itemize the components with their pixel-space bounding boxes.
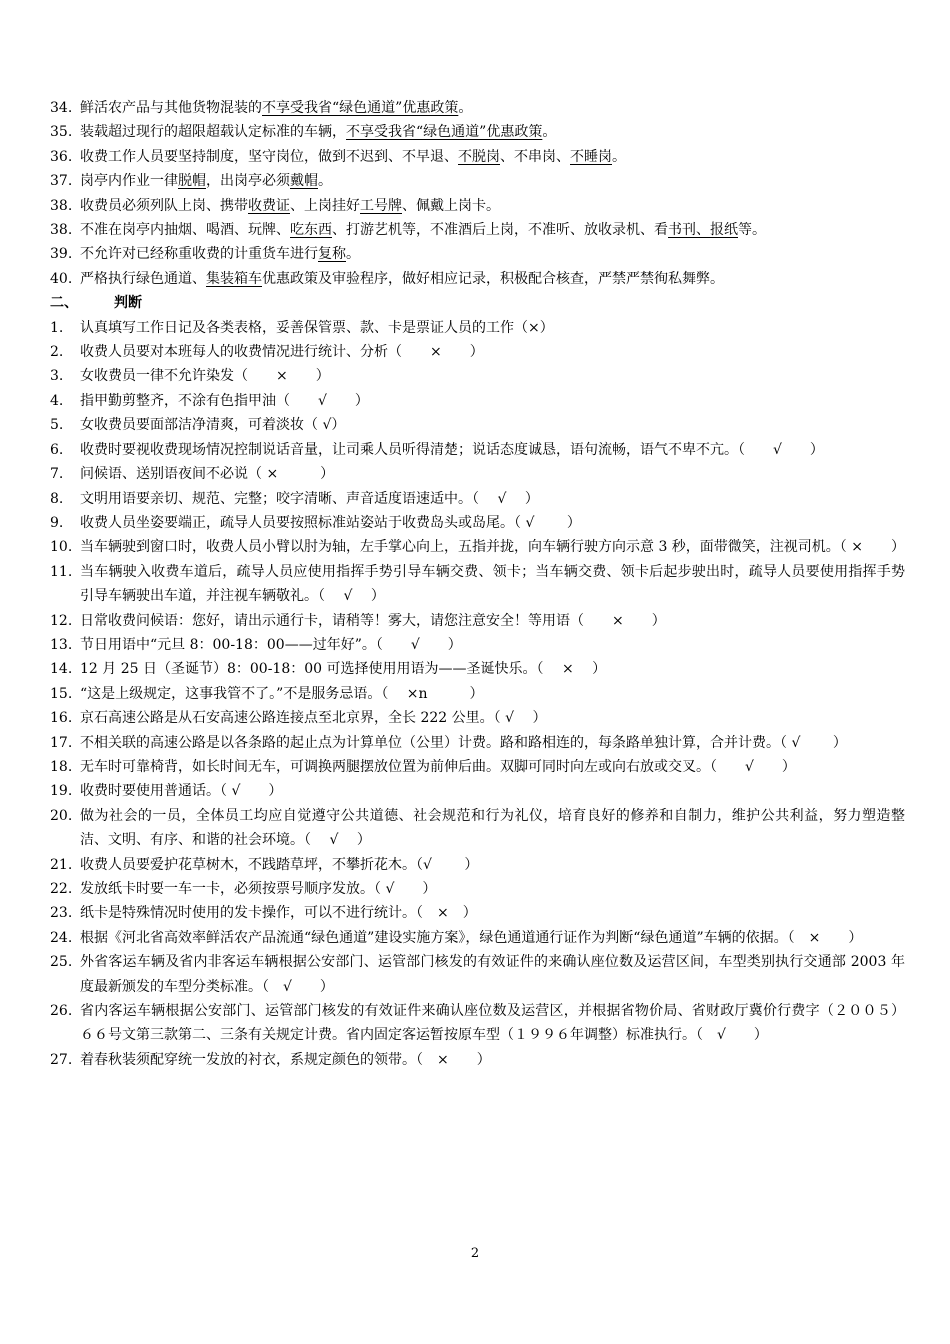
- item-text: 收费人员要爱护花草树木，不践踏草坪，不攀折花木。（√ ）: [80, 856, 479, 873]
- list-item: [50, 487, 905, 511]
- list-item: [50, 511, 905, 535]
- list-item: [50, 438, 905, 462]
- item-number: 37.: [50, 173, 73, 190]
- answer-text: 不脱岗: [458, 148, 500, 165]
- item-text-segment: 、不串岗、: [500, 148, 570, 165]
- item-text: 收费人员要对本班每人的收费情况进行统计、分析（ × ）: [80, 344, 484, 361]
- item-text-segment: 不准在岗亭内抽烟、喝酒、玩牌、: [80, 222, 290, 239]
- section-heading: [50, 291, 905, 315]
- item-number: 16.: [50, 710, 73, 727]
- item-number: 21.: [50, 856, 73, 873]
- item-number: 6.: [50, 441, 64, 458]
- item-number: 18.: [50, 758, 73, 775]
- item-number: 35.: [50, 124, 73, 141]
- item-text: [80, 169, 905, 193]
- item-text: 女收费员要面部洁净清爽，可着淡妆（ √）: [80, 417, 346, 434]
- list-item: [50, 755, 905, 779]
- answer-text: 收费证: [248, 197, 290, 214]
- item-number: 40.: [50, 270, 73, 287]
- item-text-segment: 收费工作人员要坚持制度，坚守岗位，做到不迟到、不早退、: [80, 148, 458, 165]
- list-item: [50, 609, 905, 633]
- list-item: [50, 877, 905, 901]
- item-number: 27.: [50, 1051, 73, 1068]
- list-item: [50, 901, 905, 925]
- list-item: [50, 1048, 905, 1072]
- item-text: [80, 145, 905, 169]
- item-number: 12.: [50, 612, 73, 629]
- section-title: 判断: [114, 295, 142, 312]
- list-item: [50, 535, 905, 559]
- answer-text: 书刊、报纸: [668, 222, 738, 239]
- item-text-segment: 严格执行绿色通道、: [80, 270, 206, 287]
- item-text-segment: 等。: [738, 222, 766, 239]
- item-number: 9.: [50, 514, 64, 531]
- item-text-segment: 、打游艺机等，不准酒后上岗，不准听、放收录机、看: [332, 222, 668, 239]
- item-text: 省内客运车辆根据公安部门、运管部门核发的有效证件来确认座位数及运营区，并根据省物价局、省财政厅冀价行费字（２００５）６６号文第三款第二、三条有关规定计费。省内固定客运暂按原车型（１９９６年调整）标准执行。（ √ ）: [80, 1003, 905, 1044]
- item-text: 节日用语中“元旦 8：00-18：00——过年好”。（ √ ）: [80, 636, 462, 653]
- list-item: [50, 926, 905, 950]
- item-number: 36.: [50, 148, 73, 165]
- list-item: [50, 779, 905, 803]
- item-number: 8.: [50, 490, 64, 507]
- item-text: 当车辆驶入收费车道后，疏导人员应使用指挥手势引导车辆交费、领卡；当车辆交费、领卡后起步驶出时，疏导人员要使用指挥手势引导车辆驶出车道，并注视车辆敬礼。（ √ ）: [80, 563, 905, 605]
- item-text-segment: 岗亭内作业一律: [80, 173, 178, 190]
- item-text-segment: 。: [542, 124, 557, 141]
- item-text: 纸卡是特殊情况时使用的发卡操作，可以不进行统计。（ × ）: [80, 905, 477, 922]
- list-item: [50, 267, 905, 291]
- item-number: 1.: [50, 319, 64, 336]
- item-text: 女收费员一律不允许染发（ × ）: [80, 368, 330, 385]
- list-item: [50, 560, 905, 609]
- answer-text: 不享受我省“绿色通道”优惠政策: [346, 124, 543, 141]
- item-text-segment: 、佩戴上岗卡。: [402, 197, 500, 214]
- item-text-segment: 鲜活农产品与其他货物混装的: [80, 100, 262, 116]
- item-number: 19.: [50, 783, 73, 800]
- list-item: [50, 194, 905, 218]
- item-text: 不相关联的高速公路是以各条路的起止点为计算单位（公里）计费。路和路相连的，每条路单独计算，合并计费。（ √ ）: [80, 734, 847, 751]
- answer-text: 工号牌: [360, 197, 402, 214]
- list-item: [50, 169, 905, 193]
- item-text: [80, 120, 905, 144]
- item-number: 34.: [50, 100, 73, 116]
- item-text: 收费人员坐姿要端正，疏导人员要按照标准站姿站于收费岛头或岛尾。（ √ ）: [80, 514, 581, 531]
- item-text-segment: 优惠政策及审验程序，做好相应记录，积极配合核查，严禁严禁徇私舞弊。: [262, 270, 724, 287]
- item-text: 日常收费问候语：您好，请出示通行卡，请稍等！雾大，请您注意安全！等用语（ × ）: [80, 612, 666, 629]
- item-number: 38.: [50, 222, 73, 239]
- list-item: [50, 120, 905, 144]
- list-item: [50, 657, 905, 681]
- item-text: [80, 194, 905, 218]
- item-text-segment: 。: [612, 148, 626, 165]
- list-item: [50, 316, 905, 340]
- item-number: 26.: [50, 1003, 73, 1020]
- judgment-list: [50, 316, 905, 1073]
- list-item: [50, 340, 905, 364]
- list-item: [50, 804, 905, 853]
- list-item: [50, 96, 905, 120]
- item-text-segment: 。: [318, 173, 332, 190]
- item-text: 外省客运车辆及省内非客运车辆根据公安部门、运管部门核发的有效证件的来确认座位数及运营区间，车型类别执行交通部 2003 年度最新颁发的车型分类标准。（ √ ）: [80, 954, 905, 995]
- item-text-segment: 。: [458, 100, 473, 116]
- item-text-segment: 不允许对已经称重收费的计重货车进行: [80, 246, 318, 263]
- answer-text: 脱帽: [178, 173, 206, 190]
- answer-text: 集装箱车: [206, 270, 262, 287]
- item-text: [80, 96, 905, 120]
- list-item: [50, 413, 905, 437]
- list-item: [50, 242, 905, 266]
- item-number: 5.: [50, 417, 64, 434]
- item-number: 13.: [50, 636, 73, 653]
- item-text: 着春秋装须配穿统一发放的衬衣，系规定颜色的领带。（ × ）: [80, 1051, 491, 1068]
- item-number: 11.: [50, 563, 73, 580]
- list-item: [50, 462, 905, 486]
- list-item: [50, 364, 905, 388]
- item-text: [80, 218, 905, 242]
- list-item: [50, 145, 905, 169]
- list-item: [50, 731, 905, 755]
- item-text: 无车时可靠椅背，如长时间无车，可调换两腿摆放位置为前伸后曲。双脚可同时向左或向右放或交叉。（ √ ）: [80, 758, 796, 775]
- item-number: 14.: [50, 661, 73, 678]
- page-number: 2: [470, 1246, 480, 1261]
- item-text: 收费时要视收费现场情况控制说话音量，让司乘人员听得清楚；说话态度诚恳，语句流畅，语气不卑不亢。（ √ ）: [80, 441, 824, 458]
- section-number: 二、: [50, 295, 78, 312]
- item-text: 指甲勤剪整齐，不涂有色指甲油（ √ ）: [80, 392, 369, 409]
- list-item: [50, 682, 905, 706]
- answer-text: 不睡岗: [570, 148, 612, 165]
- item-text: “这是上级规定，这事我管不了。”不是服务忌语。（ ×n ）: [80, 685, 484, 702]
- item-number: 3.: [50, 368, 64, 385]
- item-text-segment: ，出岗亭必须: [206, 173, 290, 190]
- item-text: 收费时要使用普通话。（ √ ）: [80, 783, 283, 800]
- list-item: [50, 389, 905, 413]
- item-text: 认真填写工作日记及各类表格，妥善保管票、款、卡是票证人员的工作（×）: [80, 319, 554, 336]
- list-item: [50, 706, 905, 730]
- item-text: 京石高速公路是从石安高速公路连接点至北京界，全长 222 公里。（ √ ）: [80, 710, 547, 727]
- item-text: 发放纸卡时要一车一卡，必须按票号顺序发放。（ √ ）: [80, 881, 437, 897]
- document-body: [50, 96, 905, 1072]
- item-text: 根据《河北省高效率鲜活农产品流通“绿色通道”建设实施方案》，绿色通道通行证作为判断“绿色通道”车辆的依据。（ × ）: [80, 929, 863, 946]
- list-item: [50, 853, 905, 877]
- item-number: 4.: [50, 392, 64, 409]
- item-number: 24.: [50, 929, 73, 946]
- item-text: [80, 267, 905, 291]
- item-text-segment: 装载超过现行的超限超载认定标准的车辆，: [80, 124, 346, 141]
- item-text-segment: 收费员必须列队上岗、携带: [80, 197, 248, 214]
- list-item: [50, 999, 905, 1048]
- list-item: [50, 218, 905, 242]
- item-number: 2.: [50, 344, 64, 361]
- answer-text: 不享受我省“绿色通道”优惠政策: [262, 100, 459, 116]
- item-number: 7.: [50, 466, 64, 483]
- item-text: [80, 242, 905, 266]
- answer-text: 吃东西: [290, 222, 332, 239]
- item-text: 当车辆驶到窗口时，收费人员小臂以肘为轴，左手掌心向上，五指并拢，向车辆行驶方向示意 3 秒，面带微笑，注视司机。（ × ）: [80, 539, 905, 556]
- item-number: 22.: [50, 881, 73, 897]
- fill-in-list: [50, 96, 905, 291]
- item-text: 问候语、送别语夜间不必说（ × ）: [80, 466, 335, 483]
- item-number: 17.: [50, 734, 73, 751]
- list-item: [50, 633, 905, 657]
- item-text: 12 月 25 日（圣诞节）8：00-18：00 可选择使用用语为——圣诞快乐。（ × ）: [80, 661, 607, 678]
- item-text: 文明用语要亲切、规范、完整；咬字清晰、声音适度语速适中。（ √ ）: [80, 490, 539, 507]
- item-number: 25.: [50, 954, 73, 971]
- item-number: 23.: [50, 905, 73, 922]
- item-number: 15.: [50, 685, 73, 702]
- item-number: 38.: [50, 197, 73, 214]
- answer-text: 戴帽: [290, 173, 318, 190]
- item-number: 20.: [50, 807, 73, 824]
- answer-text: 复称: [318, 246, 346, 263]
- item-number: 39.: [50, 246, 73, 263]
- item-text-segment: 。: [346, 246, 360, 263]
- list-item: [50, 950, 905, 999]
- item-text-segment: 、上岗挂好: [290, 197, 360, 214]
- item-number: 10.: [50, 539, 73, 556]
- item-text: 做为社会的一员，全体员工均应自觉遵守公共道德、社会规范和行为礼仪，培育良好的修养和自制力，维护公共利益，努力塑造整洁、文明、有序、和谐的社会环境。（ √ ）: [80, 807, 905, 849]
